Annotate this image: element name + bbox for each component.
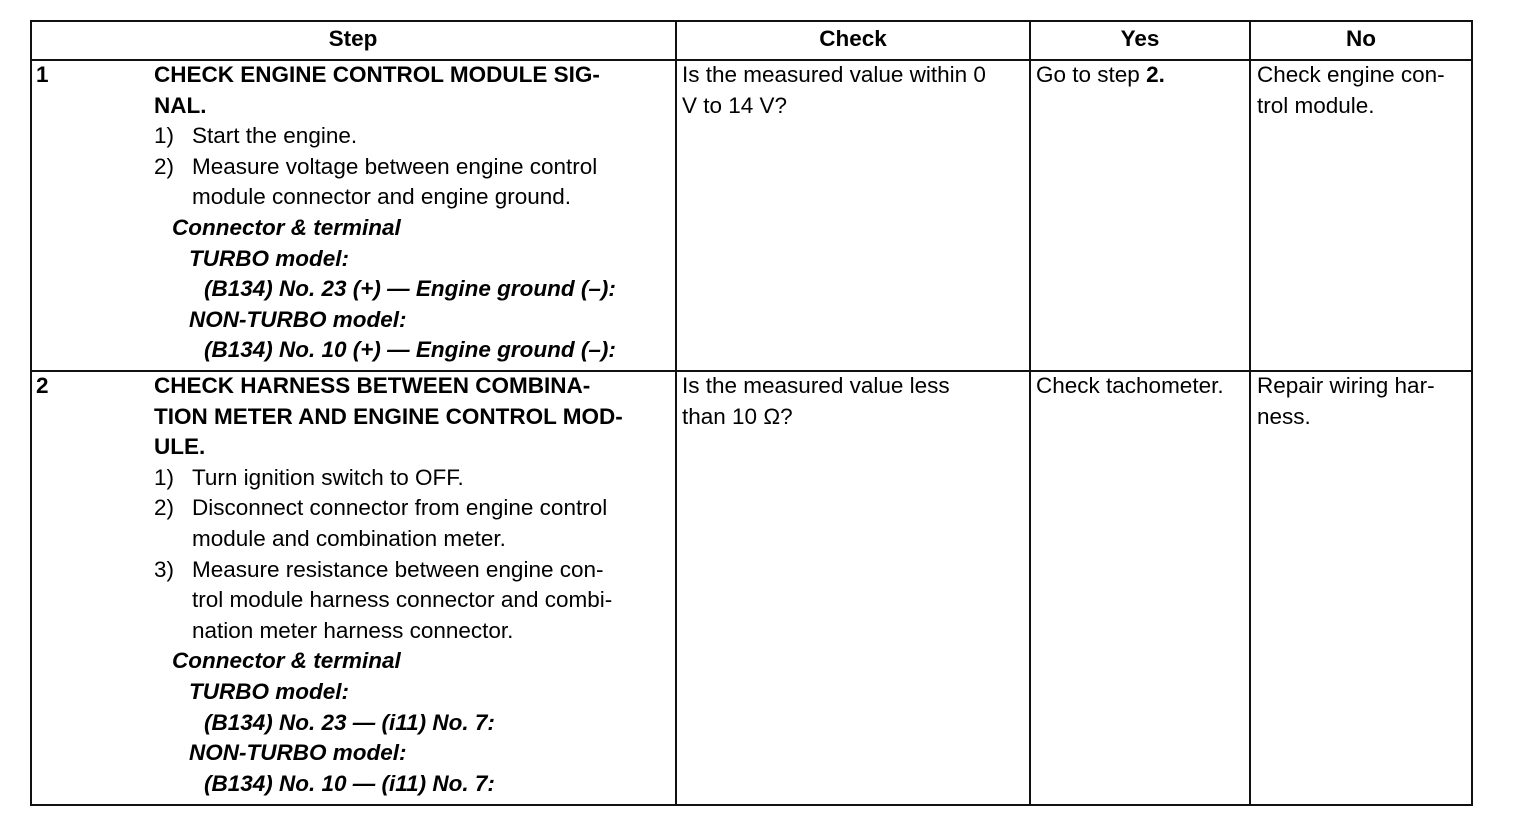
check-text: Is the measured value less xyxy=(682,373,950,398)
yes-action xyxy=(1036,60,1165,91)
step-number: 2 xyxy=(36,373,49,398)
substep-number: 1) xyxy=(154,464,175,490)
column-divider-yes xyxy=(1029,20,1031,806)
yes-action-text: Check tachometer. xyxy=(1036,373,1224,398)
no-action: Repair wiring har- xyxy=(1257,373,1435,398)
substep-text: module connector and engine ground. xyxy=(192,184,572,210)
turbo-model-label: TURBO model: xyxy=(189,679,349,704)
check-text: Is the measured value within 0 xyxy=(682,62,986,87)
substep-text: Measure voltage between engine control xyxy=(192,153,598,179)
header-check: Check xyxy=(819,26,887,51)
substep-text: module and combination meter. xyxy=(192,526,506,551)
connector-heading: Connector & terminal xyxy=(172,648,401,674)
table-border-top xyxy=(30,20,1473,22)
yes-action-text: Go to step xyxy=(1036,62,1147,87)
step-title-line: NAL. xyxy=(154,92,207,118)
yes-step-ref: 2. xyxy=(1146,62,1165,87)
step-title-line: CHECK HARNESS BETWEEN COMBINA- xyxy=(154,373,591,398)
no-action: ness. xyxy=(1257,403,1311,429)
table-border-right xyxy=(1471,20,1473,806)
no-action: Check engine con- xyxy=(1257,62,1445,87)
step-title-line: ULE. xyxy=(154,434,206,460)
step-title-line: CHECK ENGINE CONTROL MODULE SIG- xyxy=(154,62,600,87)
diagnostic-table xyxy=(30,20,1473,806)
substep-text: trol module harness connector and combi- xyxy=(192,587,613,613)
header-yes: Yes xyxy=(1120,26,1160,51)
check-text: than 10 Ω? xyxy=(682,403,793,429)
column-divider-check xyxy=(675,20,677,806)
column-divider-no xyxy=(1249,20,1251,806)
table-border-left xyxy=(30,20,32,806)
table-border-bottom xyxy=(30,804,1473,806)
substep-number: 2) xyxy=(154,495,175,521)
substep-number: 1) xyxy=(154,123,175,149)
check-text: V to 14 V? xyxy=(682,92,788,118)
turbo-terminal-spec: (B134) No. 23 (+) — Engine ground (–): xyxy=(204,276,616,302)
nonturbo-model-label: NON-TURBO model: xyxy=(189,740,407,766)
step-title-line: TION METER AND ENGINE CONTROL MOD- xyxy=(154,403,623,429)
step-number: 1 xyxy=(36,62,49,87)
nonturbo-terminal-spec: (B134) No. 10 — (i11) No. 7: xyxy=(204,770,495,796)
substep-text: Measure resistance between engine con- xyxy=(192,556,604,582)
substep-number: 3) xyxy=(154,556,175,582)
turbo-model-label: TURBO model: xyxy=(189,245,349,271)
nonturbo-terminal-spec: (B134) No. 10 (+) — Engine ground (–): xyxy=(204,337,616,363)
yes-action xyxy=(1036,371,1224,402)
header-no: No xyxy=(1346,26,1376,51)
header-step: Step xyxy=(328,26,378,51)
substep-text: Disconnect connector from engine control xyxy=(192,495,608,521)
connector-heading: Connector & terminal xyxy=(172,215,401,240)
no-action: trol module. xyxy=(1257,92,1375,118)
turbo-terminal-spec: (B134) No. 23 — (i11) No. 7: xyxy=(204,709,495,735)
substep-text: Start the engine. xyxy=(192,123,358,149)
nonturbo-model-label: NON-TURBO model: xyxy=(189,306,407,332)
substep-number: 2) xyxy=(154,153,175,179)
substep-text: nation meter harness connector. xyxy=(192,617,514,643)
substep-text: Turn ignition switch to OFF. xyxy=(192,464,464,490)
